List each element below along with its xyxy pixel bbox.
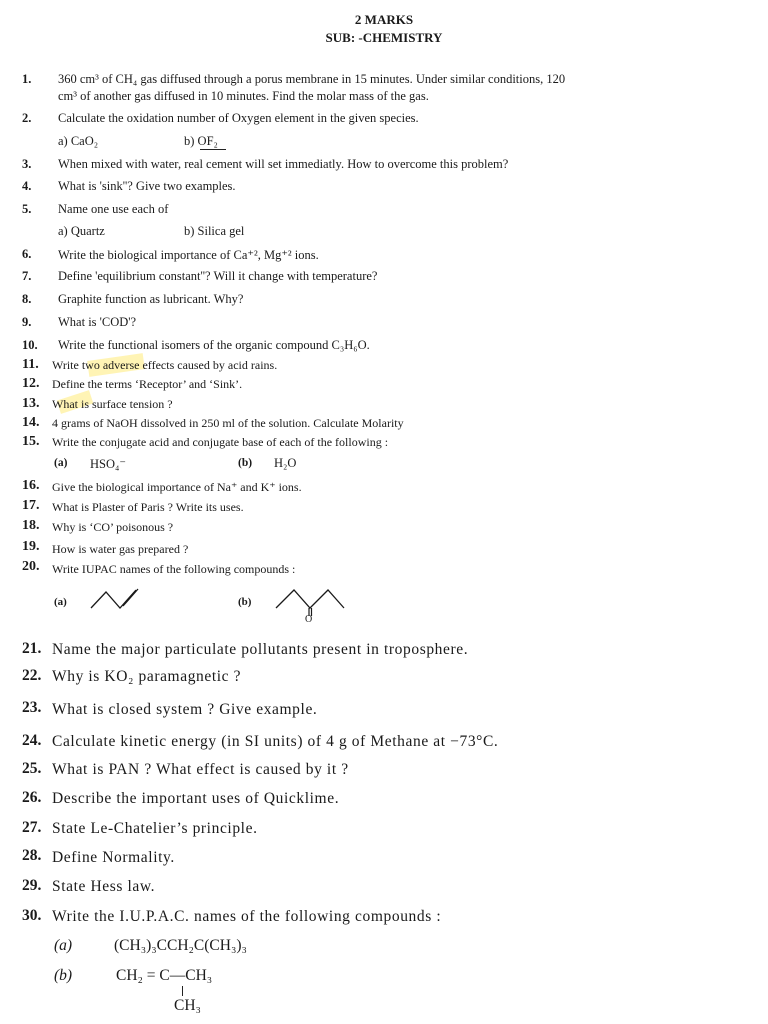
question-text: Write two adverse effects caused by acid rains. <box>52 358 278 372</box>
question-text: Write the I.U.P.A.C. names of the following compounds : <box>52 908 442 925</box>
question-text: Define 'equilibrium constant''? Will it change with temperature? <box>58 269 378 283</box>
option-b: b) Silica gel <box>184 224 245 238</box>
structure-a-icon <box>88 584 148 614</box>
option-a-formula: (CH₃)₃CCH₂C(CH₃)₃ <box>114 937 247 954</box>
question-text: Define Normality. <box>52 849 175 866</box>
question-text: What is closed system ? Give example. <box>52 701 318 718</box>
option-a-label: (a) <box>54 937 73 954</box>
subject-heading: SUB: -CHEMISTRY <box>325 30 443 45</box>
option-b-label: (b) <box>238 596 252 608</box>
question-text: What is 'COD'? <box>58 315 137 329</box>
option-a-label: (a) <box>54 596 67 608</box>
question-text: cm³ of another gas diffused in 10 minutes. Find the molar mass of the gas. <box>58 89 429 103</box>
question-text: Why is ‘CO’ poisonous ? <box>52 520 174 534</box>
question-text: When mixed with water, real cement will set immediatly. How to overcome this problem? <box>58 157 509 171</box>
option-a-label: (a) <box>54 457 68 469</box>
question-text: State Hess law. <box>52 878 156 895</box>
oxygen-label: O <box>305 614 313 625</box>
question-text: Give the biological importance of Na⁺ and K⁺ ions. <box>52 480 302 494</box>
option-b: b) OF₂ <box>184 134 218 148</box>
methyl-branch: CH₃ <box>174 997 201 1014</box>
question-text: Name one use each of <box>58 202 169 216</box>
question-text: Define the terms ‘Receptor’ and ‘Sink’. <box>52 377 243 391</box>
question-text: Describe the important uses of Quicklime. <box>52 790 340 807</box>
option-b-label: (b) <box>54 967 73 984</box>
question-text: Name the major particulate pollutants present in troposphere. <box>52 641 469 658</box>
question-text: What is surface tension ? <box>52 397 173 411</box>
question-text: 4 grams of NaOH dissolved in 250 ml of the solution. Calculate Molarity <box>52 416 404 430</box>
question-text: Write IUPAC names of the following compounds : <box>52 562 296 576</box>
question-text: Write the conjugate acid and conjugate base of each of the following : <box>52 435 389 449</box>
question-text: Write the biological importance of Ca⁺², Mg⁺² ions. <box>58 248 319 262</box>
question-text: Calculate kinetic energy (in SI units) of 4 g of Methane at −73°C. <box>52 733 499 750</box>
question-text: Graphite function as lubricant. Why? <box>58 292 244 306</box>
option-a: a) Quartz <box>58 224 105 238</box>
question-text: What is 'sink''? Give two examples. <box>58 179 236 193</box>
question-text: Calculate the oxidation number of Oxygen element in the given species. <box>58 111 419 125</box>
option-a-formula: HSO₄⁻ <box>90 457 126 471</box>
underline <box>200 149 226 150</box>
question-text: State Le-Chatelier’s principle. <box>52 820 258 837</box>
question-text: Why is KO₂ paramagnetic ? <box>52 668 242 685</box>
question-text: Write the functional isomers of the organic compound C₃H₆O. <box>58 338 370 352</box>
question-text: 360 cm³ of CH₄ gas diffused through a porus membrane in 15 minutes. Under similar conditions, 120 <box>58 72 566 86</box>
question-text: What is PAN ? What effect is caused by it ? <box>52 761 349 778</box>
option-b-label: (b) <box>238 457 253 469</box>
question-text: How is water gas prepared ? <box>52 542 189 556</box>
question-text: What is Plaster of Paris ? Write its uses. <box>52 500 244 514</box>
bond-line <box>182 986 183 996</box>
option-a: a) CaO₂ <box>58 134 99 148</box>
option-b-formula: CH₂ = C—CH₃ <box>116 967 213 984</box>
marks-heading: 2 MARKS <box>354 12 414 27</box>
option-b-formula: H₂O <box>274 456 297 470</box>
